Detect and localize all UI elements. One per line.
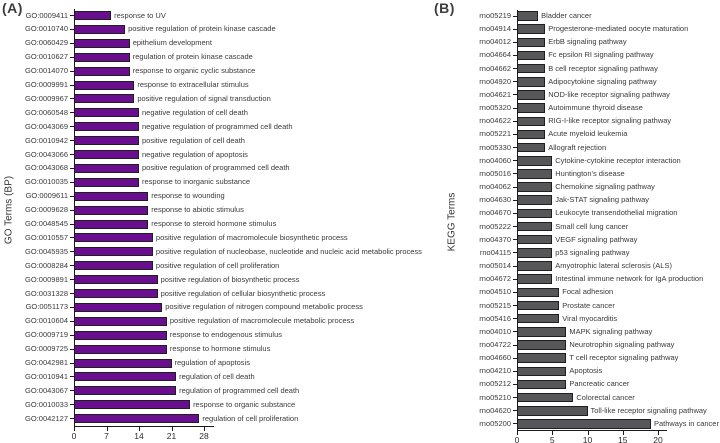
kegg-term-label: Pathways in cancer [653,418,719,428]
go-term-label: positive regulation of biosynthetic process [160,274,300,284]
kegg-term-id: rno04010 [479,326,511,336]
go-term-id: GO:0009991 [25,80,68,89]
kegg-term-id: rno05215 [479,300,511,310]
kegg-term-label: Acute myeloid leukemia [548,129,628,139]
go-bar [74,67,130,76]
go-bar [74,289,158,298]
go-bar [74,150,139,159]
kegg-bar [517,117,545,127]
kegg-term-id: rno04660 [479,353,511,363]
go-term-id: GO:0009611 [25,191,68,201]
go-term-id: GO:0009628 [25,205,68,215]
kegg-term-label: Cytokine-cytokine receptor interaction [555,155,681,165]
y-axis-line [74,9,75,427]
kegg-term-id: rno04062 [479,182,511,192]
go-term-id: GO:0010627 [25,52,68,62]
x-axis-tick-mark [552,431,553,435]
go-term-label: regulation of apoptosis [174,358,250,367]
go-term-id: GO:0045935 [25,246,68,256]
kegg-term-id: rno04620 [479,405,511,415]
kegg-term-id: rno05330 [479,142,511,152]
go-bar [74,386,176,395]
x-axis-tick-label: 10 [582,435,593,443]
go-bar [74,359,172,368]
go-bar [74,39,130,48]
go-term-label: response to endogenous stimulus [169,330,283,340]
go-term-label: regulation of cell proliferation [202,413,299,423]
x-axis-tick-mark [588,431,589,435]
kegg-term-id: rno04722 [479,340,511,349]
kegg-bar [517,393,573,403]
kegg-term-label: Huntington's disease [555,168,625,178]
kegg-bar [517,209,552,219]
go-term-id: GO:0031328 [25,288,68,298]
go-bar [74,400,190,409]
go-term-label: regulation of programmed cell death [179,385,300,395]
go-term-label: positive regulation of macromolecule metabolic process [169,316,355,326]
kegg-bar [517,340,566,350]
kegg-term-label: p53 signaling pathway [555,247,630,257]
kegg-bar [517,235,552,245]
go-bar [74,414,199,423]
go-bar [74,94,134,103]
go-term-label: response to wounding [151,191,225,201]
x-axis-tick-label: 20 [653,435,663,443]
kegg-bar [517,11,538,21]
kegg-term-id: rno04670 [479,208,511,218]
x-axis-tick-mark [139,427,140,431]
panel-b-y-axis-label: KEGG Terms [446,192,458,252]
go-term-label: response to abiotic stimulus [151,205,244,215]
kegg-bar [517,353,566,363]
go-bar [74,317,167,326]
kegg-term-label: Toll-like receptor signaling pathway [590,405,707,415]
kegg-term-id: rno04920 [479,76,511,86]
go-bar [74,261,153,270]
go-term-label: positive regulation of cellular biosynthetic process [160,288,326,298]
go-term-id: GO:0008284 [25,260,68,270]
go-term-label: negative regulation of apoptosis [142,149,248,159]
kegg-term-id: rno05221 [479,129,511,139]
kegg-term-label: ErbB signaling pathway [548,37,627,47]
go-term-label: positive regulation of cell proliferation [155,260,280,270]
kegg-bar [517,143,545,153]
go-term-id: GO:0010557 [25,232,68,242]
go-bar [74,122,139,131]
kegg-term-id: rno04621 [479,89,511,99]
kegg-bar [517,103,545,113]
kegg-bar [517,261,552,271]
kegg-bar [517,274,552,284]
kegg-bar [517,38,545,48]
kegg-bar [517,130,545,140]
kegg-bar [517,64,545,74]
kegg-term-label: B cell receptor signaling pathway [548,63,658,73]
x-axis-tick-label: 7 [104,431,109,441]
kegg-term-label: Pancreatic cancer [569,379,630,389]
kegg-term-label: T cell receptor signaling pathway [569,353,679,363]
go-term-id: GO:0043069 [25,121,68,131]
go-bar [74,345,167,354]
go-term-label: response to organic substance [193,399,296,409]
kegg-term-label: RIG-I-like receptor signaling pathway [548,116,672,126]
go-term-label: positive regulation of cell death [142,135,245,145]
go-bar [74,247,153,256]
go-bar [74,136,139,145]
go-term-id: GO:0014070 [25,66,68,76]
go-term-label: positive regulation of nitrogen compound metabolic process [165,302,363,312]
kegg-bar [517,327,566,337]
go-term-label: response to inorganic substance [142,177,250,187]
go-term-id: GO:0010604 [25,316,68,326]
kegg-term-label: Viral myocarditis [562,313,618,323]
go-term-label: positive regulation of macromolecule biosynthetic process [155,232,348,242]
go-bar [74,220,148,229]
kegg-term-label: VEGF signaling pathway [555,234,638,244]
kegg-bar [517,406,588,416]
go-term-id: GO:0009411 [25,10,68,20]
kegg-bar [517,288,559,298]
x-axis-tick-mark [172,427,173,431]
go-term-label: negative regulation of programmed cell death [142,121,293,131]
go-term-id: GO:0043066 [25,149,68,159]
x-axis-tick-label: 15 [618,435,628,443]
kegg-term-id: rno04370 [479,234,511,244]
kegg-bar [517,24,545,34]
go-term-label: response to extracellular stimulus [137,80,249,89]
x-axis-tick-label: 0 [71,431,77,441]
kegg-bar [517,51,545,61]
kegg-term-label: Intestinal immune network for IgA production [555,274,704,284]
go-term-label: regulation of protein kinase cascade [132,52,253,62]
kegg-term-id: rno04662 [479,63,511,73]
go-term-id: GO:0009891 [25,274,68,284]
kegg-term-label: Fc epsilon RI signaling pathway [548,50,654,60]
go-bar [74,303,162,312]
kegg-term-label: Colorectal cancer [576,392,635,402]
kegg-bar [517,90,545,100]
kegg-term-label: Chemokine signaling pathway [555,182,655,192]
kegg-term-label: Progesterone-mediated oocyte maturation [548,24,689,34]
kegg-term-id: rno04012 [479,37,511,47]
kegg-bar [517,248,552,258]
kegg-bar [517,156,552,166]
go-term-id: GO:0010941 [25,371,68,381]
kegg-term-id: rno05222 [479,221,511,231]
go-bar [74,372,176,381]
go-term-id: GO:0042981 [25,358,68,367]
x-axis-line [517,430,667,431]
kegg-term-id: rno05219 [479,11,511,20]
go-bar [74,275,158,284]
kegg-term-id: rno04914 [479,24,511,34]
kegg-term-id: rno05212 [479,379,511,389]
kegg-bar [517,314,559,324]
kegg-bar [517,419,651,429]
kegg-term-label: Neurotrophin signaling pathway [569,340,675,349]
go-term-label: response to organic cyclic substance [132,66,256,76]
kegg-term-id: rno04115 [479,247,511,257]
kegg-bar [517,77,545,87]
x-axis-line [74,426,214,427]
go-bar [74,108,139,117]
kegg-term-label: Amyotrophic lateral sclerosis (ALS) [555,261,672,271]
go-term-id: GO:0009725 [25,344,68,354]
go-term-id: GO:0010033 [25,399,68,409]
kegg-bar [517,380,566,390]
go-term-id: GO:0060548 [25,107,68,117]
go-bar [74,192,148,201]
go-term-label: positive regulation of protein kinase cascade [128,24,276,34]
kegg-term-id: rno04210 [479,366,511,376]
x-axis-tick-label: 5 [549,435,555,443]
kegg-term-id: rno04510 [479,287,511,297]
panel-a-y-axis-label: GO Terms (BP) [3,175,15,245]
kegg-term-label: Apoptosis [569,366,603,376]
kegg-term-label: Adipocytokine signaling pathway [548,76,657,86]
go-bar [74,81,134,90]
kegg-term-id: rno05416 [479,313,511,323]
kegg-term-id: rno04630 [479,195,511,205]
x-axis-tick-mark [658,431,659,435]
kegg-term-label: Allograft rejection [548,142,607,152]
go-term-label: response to hormone stimulus [169,344,271,354]
go-term-id: GO:0051173 [25,302,68,312]
x-axis-tick-mark [74,427,75,431]
x-axis-tick-mark [204,427,205,431]
go-term-label: response to steroid hormone stimulus [151,219,277,228]
kegg-term-id: rno05016 [479,168,511,178]
go-term-id: GO:0009719 [25,330,68,340]
kegg-term-id: rno05014 [479,261,511,271]
kegg-term-label: Prostate cancer [562,300,615,310]
kegg-bar [517,169,552,179]
x-axis-tick-label: 14 [134,431,144,441]
kegg-term-id: rno05200 [479,418,511,428]
kegg-term-id: rno05210 [479,392,511,402]
y-axis-line [517,10,518,432]
x-axis-tick-mark [623,431,624,435]
panel-a-letter: (A) [2,0,23,16]
kegg-term-id: rno04672 [479,274,511,284]
kegg-term-label: Bladder cancer [541,11,592,20]
go-term-id: GO:0060429 [25,38,68,48]
kegg-term-label: MAPK signaling pathway [569,326,653,336]
go-term-label: positive regulation of nucleobase, nucleotide and nucleic acid metabolic process [155,246,422,256]
kegg-term-id: rno05320 [479,103,511,113]
go-term-label: positive regulation of signal transduction [137,93,271,103]
go-term-id: GO:0043067 [25,385,68,395]
go-bar [74,11,111,20]
go-term-id: GO:0010740 [25,24,68,34]
x-axis-tick-mark [107,427,108,431]
kegg-bar [517,182,552,192]
kegg-term-id: rno04664 [479,50,511,60]
kegg-term-id: rno04060 [479,155,511,165]
x-axis-tick-mark [517,431,518,435]
x-axis-tick-label: 0 [514,435,520,443]
go-bar [74,206,148,215]
go-term-id: GO:0042127 [25,413,68,423]
panel-b [432,0,720,443]
go-term-label: negative regulation of cell death [142,107,248,117]
kegg-bar [517,222,552,232]
go-term-label: regulation of cell death [179,371,255,381]
go-bar [74,331,167,340]
kegg-term-label: Autoimmune thyroid disease [548,103,643,113]
go-term-label: response to UV [114,10,166,20]
go-bar [74,53,130,62]
kegg-term-id: rno04622 [479,116,511,126]
kegg-term-label: Leukocyte transendothelial migration [555,208,678,218]
kegg-term-label: NOD-like receptor signaling pathway [548,89,670,99]
kegg-bar [517,367,566,377]
go-term-id: GO:0048545 [25,219,68,228]
go-bar [74,178,139,187]
kegg-term-label: Focal adhesion [562,287,614,297]
panel-b-letter: (B) [434,0,455,16]
go-term-label: positive regulation of programmed cell death [142,163,290,173]
x-axis-tick-label: 21 [166,431,177,441]
go-term-id: GO:0010942 [25,135,68,145]
go-term-id: GO:0010035 [25,177,68,187]
go-term-label: epithelium development [132,38,212,48]
kegg-term-label: Jak-STAT signaling pathway [555,195,650,205]
go-bar [74,25,125,34]
go-term-id: GO:0009967 [25,93,68,103]
x-axis-tick-label: 28 [199,431,209,441]
kegg-term-label: Small cell lung cancer [555,221,629,231]
go-bar [74,164,139,173]
kegg-bar [517,195,552,205]
kegg-bar [517,301,559,311]
go-bar [74,233,153,242]
go-term-id: GO:0043068 [25,163,68,173]
